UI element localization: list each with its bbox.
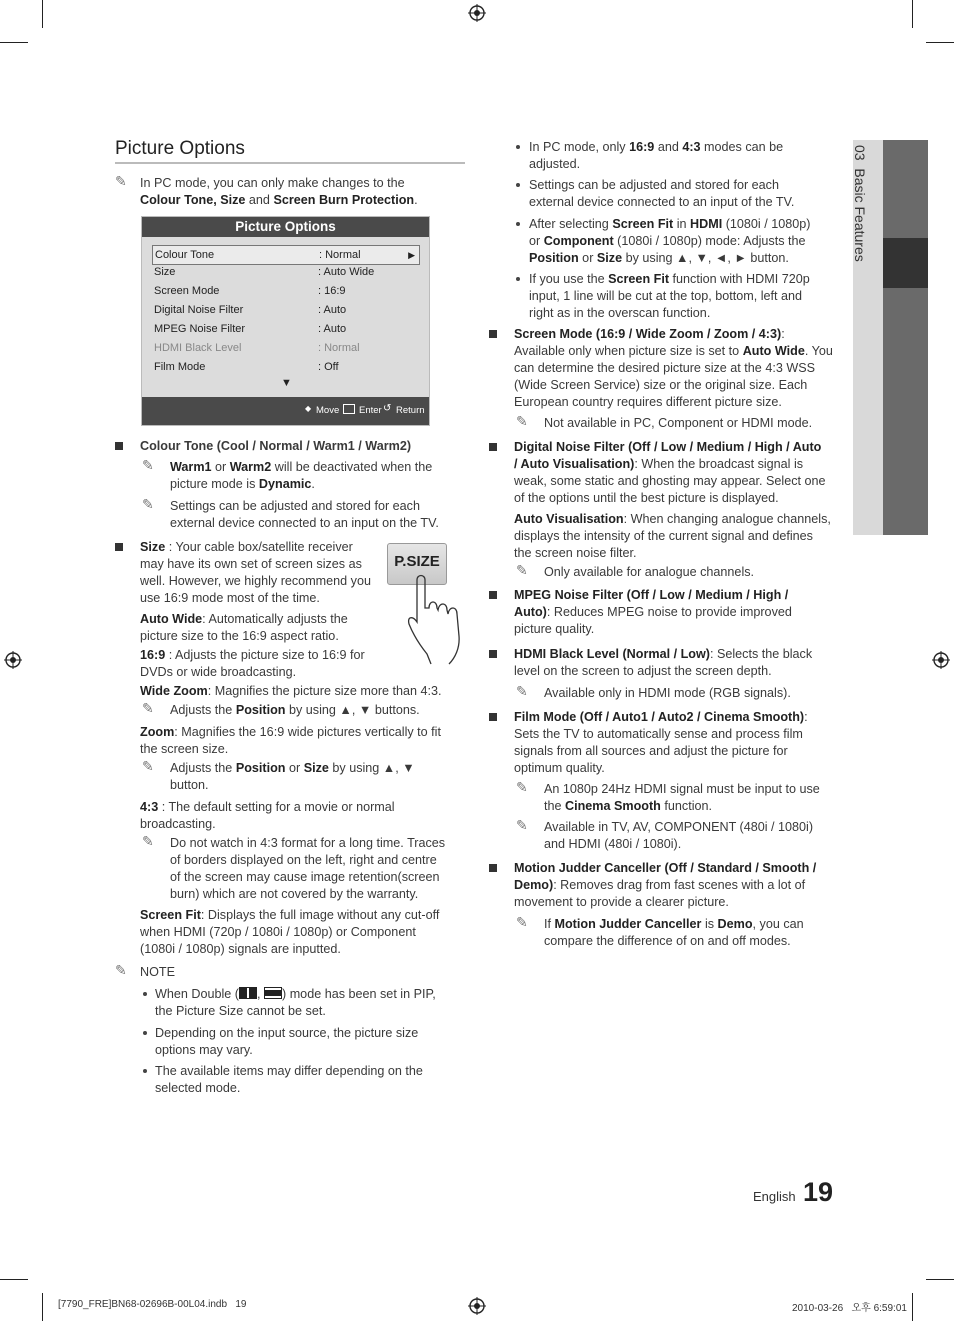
crop-mark [42, 0, 43, 28]
section-title: Picture Options [115, 138, 245, 159]
note-pencil-icon: ✎ [516, 683, 528, 699]
hdmi-black-level-paragraph: HDMI Black Level (Normal / Low): Selects the black level on the screen to adjust the screen depth. [514, 647, 813, 678]
bullet-square [489, 330, 497, 338]
hdmi-black-level-note: Available only in HDMI mode (RGB signals). [544, 686, 791, 700]
mjc-paragraph: Motion Judder Canceller (Off / Standard / Smooth / Demo): Removes drag from fast scenes with a lot of movement to provide a clearer picture. [514, 861, 817, 909]
screen-mode-note: Not available in PC, Component or HDMI mode. [544, 416, 813, 430]
colour-tone-note-2: Settings can be adjusted and stored for each external device connected to an input on the TV. [170, 499, 439, 530]
ratio-4-3-paragraph: 4:3 : The default setting for a movie or normal broadcasting. [140, 800, 395, 831]
bullet-dot [516, 145, 520, 149]
bullet-square [489, 591, 497, 599]
crop-mark [926, 42, 954, 43]
note-pencil-icon: ✎ [142, 457, 154, 473]
footer-language: English [753, 1189, 796, 1204]
note-pencil-icon: ✎ [142, 700, 154, 716]
intro-note: In PC mode, you can only make changes to the Colour Tone, Size and Screen Burn Protection. [140, 176, 418, 207]
size-paragraph: Size : Your cable box/satellite receiver may have its own set of screen sizes as well. However, we highly recommend you use 16:9 mode most of the time. [140, 540, 371, 605]
osd-move-label: Move [316, 405, 340, 416]
colour-tone-note-1: Warm1 or Warm2 will be deactivated when the picture mode is Dynamic. [170, 460, 433, 491]
auto-visualisation-paragraph: Auto Visualisation: When changing analogue channels, displays the intensity of the current signal and defines the screen noise filter. [514, 512, 831, 560]
note-pencil-icon: ✎ [516, 562, 528, 578]
pip-double-icon [239, 987, 257, 999]
note-heading: NOTE [140, 965, 175, 979]
right-bullet-1: In PC mode, only 16:9 and 4:3 modes can be adjusted. [529, 140, 784, 171]
colour-tone-heading: Colour Tone (Cool / Normal / Warm1 / Warm2) [140, 439, 412, 453]
screen-fit-paragraph: Screen Fit: Displays the full image without any cut-off when HDMI (720p / 1080i / 1080p) or Component (1080i / 1080p) signals are inputted. [140, 908, 440, 956]
registration-mark-icon [468, 1297, 486, 1315]
note-pencil-icon: ✎ [516, 914, 528, 930]
title-rule [115, 162, 465, 164]
osd-enter-label: Enter [359, 405, 382, 416]
osd-row-film-mode[interactable]: Film Mode : Off [154, 361, 339, 373]
osd-row-hdmi-black-level: HDMI Black Level : Normal [154, 342, 360, 354]
bullet-dot [143, 1069, 147, 1073]
crop-mark [912, 1293, 913, 1321]
note-pencil-icon: ✎ [516, 817, 528, 833]
bullet-square [115, 442, 123, 450]
bullet-dot [143, 992, 147, 996]
screen-mode-paragraph: Screen Mode (16:9 / Wide Zoom / Zoom / 4:3): Available only when picture size is set to Auto Wide. You can determine the desired picture size at the 4:3 WSS (Wide Screen Service) size or the original size. Each European country requires different picture size. [514, 327, 833, 409]
mjc-note: If Motion Judder Canceller is Demo, you can compare the difference of on and off modes. [544, 917, 804, 948]
osd-row-colour-tone[interactable]: Colour Tone : Normal ▶ [152, 245, 420, 265]
note-pencil-icon: ✎ [115, 962, 127, 978]
move-icon: ◆ [305, 404, 312, 413]
bullet-dot [516, 183, 520, 187]
film-mode-note-2: Available in TV, AV, COMPONENT (480i / 1080i) and HDMI (480i / 1080i). [544, 820, 814, 851]
ratio-4-3-note: Do not watch in 4:3 format for a long time. Traces of borders displayed on the left, right and centre of the screen may cause image retention(screen burn) which are not covered by the warranty. [170, 836, 446, 901]
film-mode-note-1: An 1080p 24Hz HDMI signal must be input to use the Cinema Smooth function. [544, 782, 820, 813]
wide-zoom-paragraph: Wide Zoom: Magnifies the picture size more than 4:3. [140, 684, 442, 698]
right-bullet-3: After selecting Screen Fit in HDMI (1080i / 1080p) or Component (1080i / 1080p) mode: Adjusts the Position or Size by using ▲, ▼, ◄, ► button. [529, 217, 811, 265]
crop-mark [926, 1279, 954, 1280]
chapter-tab-dark [883, 140, 928, 535]
note-bullet-1: When Double ( , ) mode has been set in PIP, the Picture Size cannot be set. [155, 987, 436, 1018]
auto-wide-paragraph: Auto Wide: Automatically adjusts the picture size to the 16:9 aspect ratio. [140, 612, 348, 643]
osd-row-mpeg-noise-filter[interactable]: MPEG Noise Filter : Auto [154, 323, 347, 335]
psize-label: P.SIZE [394, 553, 440, 570]
return-icon: ↺ [383, 403, 392, 414]
bullet-square [489, 713, 497, 721]
dnf-note: Only available for analogue channels. [544, 565, 755, 579]
note-pencil-icon: ✎ [115, 173, 127, 189]
osd-footer [142, 397, 429, 425]
registration-mark-icon [932, 651, 950, 669]
note-bullet-2: Depending on the input source, the picture size options may vary. [155, 1026, 419, 1057]
zoom-paragraph: Zoom: Magnifies the 16:9 wide pictures vertically to fit the screen size. [140, 725, 441, 756]
picture-options-osd [141, 216, 430, 426]
osd-row-digital-noise-filter[interactable]: Digital Noise Filter : Auto [154, 304, 347, 316]
right-bullet-4: If you use the Screen Fit function with HDMI 720p input, 1 line will be cut at the top, bottom, left and right as in the overscan function. [529, 272, 810, 320]
note-pencil-icon: ✎ [142, 496, 154, 512]
crop-mark [42, 1293, 43, 1321]
note-bullet-3: The available items may differ depending on the selected mode. [155, 1064, 423, 1095]
registration-mark-icon [468, 4, 486, 22]
print-timestamp: 2010-03-26 오후 6:59:01 [792, 1303, 907, 1314]
note-pencil-icon: ✎ [142, 833, 154, 849]
file-info: [7790_FRE]BN68-02696B-00L04.indb 19 [58, 1299, 247, 1310]
bullet-square [489, 864, 497, 872]
hand-press-icon [405, 570, 467, 665]
note-pencil-icon: ✎ [516, 413, 528, 429]
ratio-16-9-paragraph: 16:9 : Adjusts the picture size to 16:9 for DVDs or wide broadcasting. [140, 648, 365, 679]
registration-mark-icon [4, 651, 22, 669]
crop-mark [0, 1279, 28, 1280]
osd-title: Picture Options [142, 217, 429, 237]
bullet-square [489, 443, 497, 451]
right-bullet-2: Settings can be adjusted and stored for each external device connected to an input of the TV. [529, 178, 795, 209]
bullet-dot [516, 222, 520, 226]
bullet-dot [516, 277, 520, 281]
crop-mark [912, 0, 913, 28]
mpeg-paragraph: MPEG Noise Filter (Off / Low / Medium / High / Auto): Reduces MPEG noise to provide improved picture quality. [514, 588, 792, 636]
zoom-note: Adjusts the Position or Size by using ▲, ▼ button. [170, 761, 415, 792]
page-number: 19 [803, 1177, 834, 1207]
note-pencil-icon: ✎ [142, 758, 154, 774]
osd-row-screen-mode[interactable]: Screen Mode : 16:9 [154, 285, 346, 297]
bullet-square [489, 650, 497, 658]
crop-mark [0, 42, 28, 43]
chapter-tab-label: 03 Basic Features [852, 145, 868, 262]
bullet-dot [143, 1031, 147, 1035]
bullet-square [115, 543, 123, 551]
film-mode-paragraph: Film Mode (Off / Auto1 / Auto2 / Cinema Smooth): Sets the TV to automatically sense and process film signals from all sources and adjust the picture for optimum quality. [514, 710, 808, 775]
arrow-right-icon: ▶ [408, 250, 415, 260]
osd-row-size[interactable]: Size : Auto Wide [154, 266, 375, 278]
wide-zoom-note: Adjusts the Position by using ▲, ▼ buttons. [170, 703, 420, 717]
osd-return-label: Return [396, 405, 425, 416]
dnf-paragraph: Digital Noise Filter (Off / Low / Medium / High / Auto / Auto Visualisation): When the broadcast signal is weak, some static and ghosting may appear. Select one of the options until the best picture is displayed. [514, 440, 826, 505]
chapter-tab-marker [883, 238, 928, 288]
scroll-down-icon[interactable]: ▼ [281, 377, 292, 389]
note-pencil-icon: ✎ [516, 779, 528, 795]
enter-icon [343, 404, 355, 414]
pip-double-icon [264, 987, 282, 999]
